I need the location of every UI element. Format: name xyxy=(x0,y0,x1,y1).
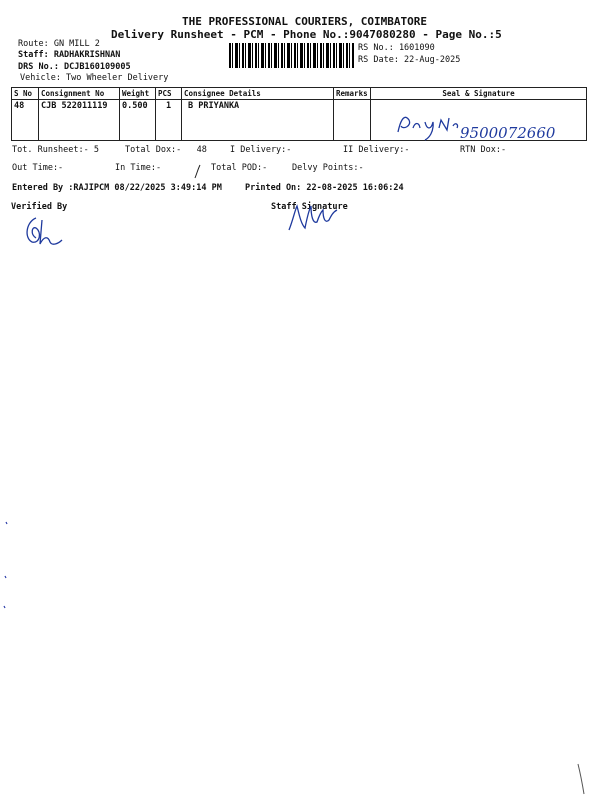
col-header-consignment: Consignment No xyxy=(39,88,120,100)
total-pod: Total POD:- xyxy=(211,163,268,173)
ii-delivery: II Delivery:- xyxy=(343,145,410,155)
printed-on: Printed On: 22-08-2025 16:06:24 xyxy=(245,183,404,193)
drs-number: DRS No.: DCJB160109005 xyxy=(18,62,131,72)
rs-number: RS No.: 1601090 xyxy=(358,43,435,53)
signature-phone: 9500072660 xyxy=(460,124,556,142)
vehicle-label: Vehicle: Two Wheeler Delivery xyxy=(20,73,169,83)
company-title: THE PROFESSIONAL COURIERS, COIMBATORE xyxy=(182,15,428,28)
total-runsheet: Tot. Runsheet:- 5 xyxy=(12,145,99,155)
col-header-remarks: Remarks xyxy=(334,88,371,100)
cell-consignment: CJB 522011119 xyxy=(39,100,120,141)
rs-date: RS Date: 22-Aug-2025 xyxy=(358,55,461,65)
cell-weight: 0.500 xyxy=(120,100,156,141)
col-header-seal: Seal & Signature xyxy=(371,88,587,100)
col-header-consignee: Consignee Details xyxy=(182,88,334,100)
col-header-weight: Weight xyxy=(120,88,156,100)
i-delivery: I Delivery:- xyxy=(230,145,292,155)
table-header-row xyxy=(12,88,587,100)
in-time: In Time:- xyxy=(115,163,162,173)
col-header-sno: S No xyxy=(12,88,39,100)
cell-consignee: B PRIYANKA xyxy=(182,100,334,141)
staff-signature-label: Staff Signature xyxy=(271,202,348,212)
scan-speck xyxy=(0,520,10,610)
route-label: Route: GN MILL 2 xyxy=(18,39,100,49)
entered-by: Entered By :RAJIPCM 08/22/2025 3:49:14 PM xyxy=(12,183,222,193)
delivery-points: Delvy Points:- xyxy=(292,163,364,173)
rtn-dox: RTN Dox:- xyxy=(460,145,507,155)
cell-remarks xyxy=(334,100,371,141)
scan-edge-mark xyxy=(570,760,595,798)
cell-sno: 48 xyxy=(12,100,39,141)
staff-signature xyxy=(285,200,345,234)
barcode xyxy=(229,43,354,68)
recipient-signature xyxy=(395,108,585,144)
col-header-pcs: PCS xyxy=(156,88,182,100)
pen-stroke-mark xyxy=(193,164,203,180)
cell-pcs: 1 xyxy=(156,100,182,141)
verified-by-label: Verified By xyxy=(11,202,68,212)
staff-label: Staff: RADHAKRISHNAN xyxy=(18,50,121,60)
verifier-signature xyxy=(22,214,72,248)
runsheet-subtitle: Delivery Runsheet - PCM - Phone No.:9047080280 - Page No.:5 xyxy=(111,28,502,41)
total-dox: Total Dox:- 48 xyxy=(125,145,207,155)
out-time: Out Time:- xyxy=(12,163,64,173)
